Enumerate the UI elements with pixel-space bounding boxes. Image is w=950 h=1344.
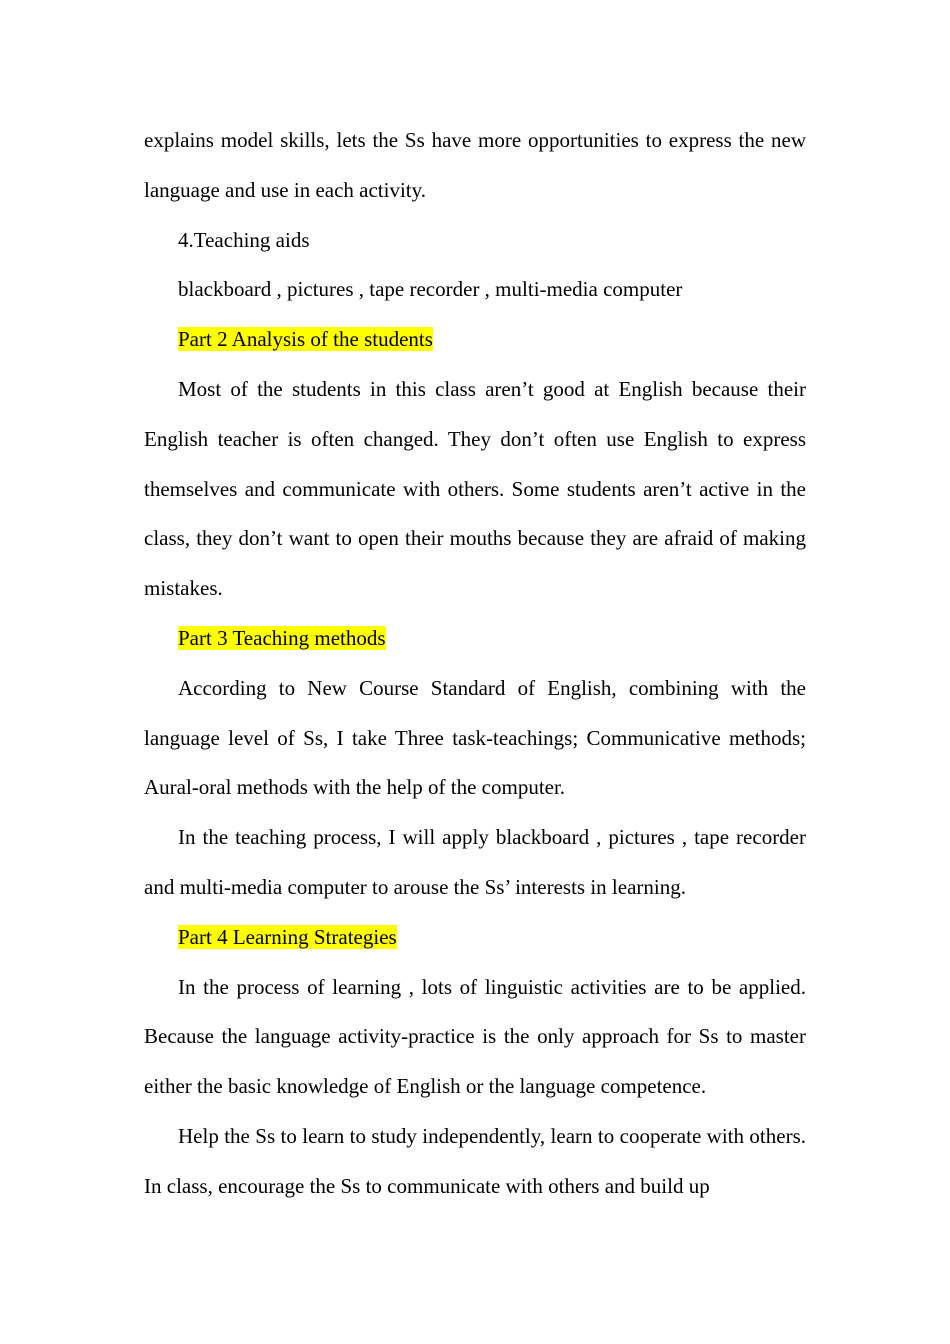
paragraph-independent-study: Help the Ss to learn to study independently, learn to cooperate with others. In class, encourage the Ss to communicate with others and build up (144, 1123, 806, 1198)
paragraph-teaching-process: In the teaching process, I will apply blackboard , pictures , tape recorder and multi-media computer to arouse the Ss’ interests in learning. (144, 825, 806, 899)
paragraph-teaching-methods: According to New Course Standard of English, combining with the language level of Ss, I take Three task-teachings; Communicative methods; Aural-oral methods with the help of the computer. (144, 675, 806, 800)
heading-part-4 (144, 913, 806, 963)
heading-part-2 (144, 315, 806, 365)
paragraph-learning-process: In the process of learning , lots of linguistic activities are to be applied. Because the language activity-practice is the only approach for Ss to master either the basic knowledge of English or the language competence. (144, 974, 806, 1099)
heading-part-2-highlight: Part 2 Analysis of the students (178, 327, 433, 352)
heading-part-3 (144, 614, 806, 664)
heading-part-3-highlight: Part 3 Teaching methods (178, 625, 386, 650)
document-body (144, 116, 806, 1212)
paragraph-students-analysis: Most of the students in this class aren’t good at English because their English teacher is often changed. They don’t often use English to express themselves and communicate with others. Some students aren’t active in the class, they don’t want to open their mouths because they are afraid of making mistakes. (144, 376, 806, 601)
paragraph-model-skills: explains model skills, lets the Ss have more opportunities to express the new language and use in each activity. (144, 128, 806, 202)
paragraph-teaching-aids-list: blackboard , pictures , tape recorder , multi-media computer (178, 277, 683, 302)
heading-part-4-highlight: Part 4 Learning Strategies (178, 924, 397, 949)
paragraph-teaching-aids-title: 4.Teaching aids (178, 227, 310, 252)
